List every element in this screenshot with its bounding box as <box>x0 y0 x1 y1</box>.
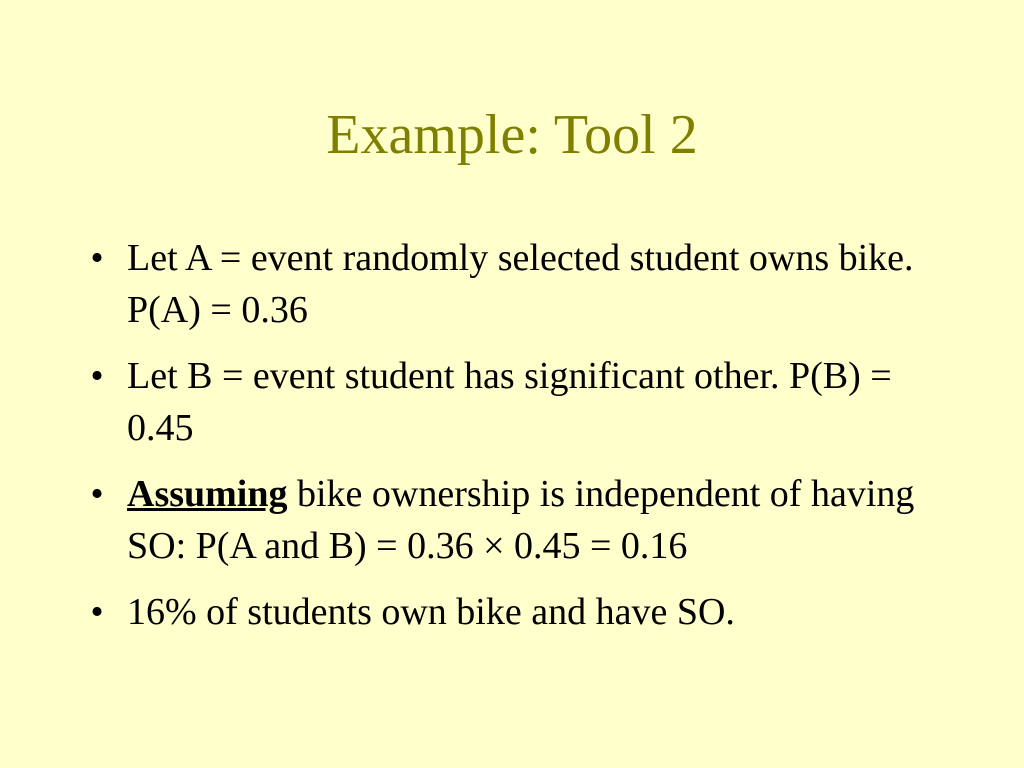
bullet-text: bike ownership is independent of having SO: P(A and B) = 0.36 × 0.45 = 0.16 <box>127 473 915 567</box>
bullet-emphasis: Assuming <box>127 473 288 515</box>
bullet-icon: • <box>90 237 104 279</box>
bullet-icon: • <box>90 355 104 397</box>
bullet-list <box>82 232 962 652</box>
bullet-text: Let B = event student has significant other. P(B) = 0.45 <box>127 355 892 449</box>
bullet-text: 16% of students own bike and have SO. <box>127 591 735 633</box>
slide-title: Example: Tool 2 <box>326 104 698 166</box>
bullet-item-independence <box>82 468 962 572</box>
bullet-item-event-a <box>82 232 962 336</box>
bullet-icon: • <box>90 591 104 633</box>
bullet-icon: • <box>90 473 104 515</box>
bullet-item-event-b <box>82 350 962 454</box>
bullet-item-conclusion <box>82 586 962 638</box>
bullet-text: Let A = event randomly selected student owns bike. P(A) = 0.36 <box>127 237 914 331</box>
